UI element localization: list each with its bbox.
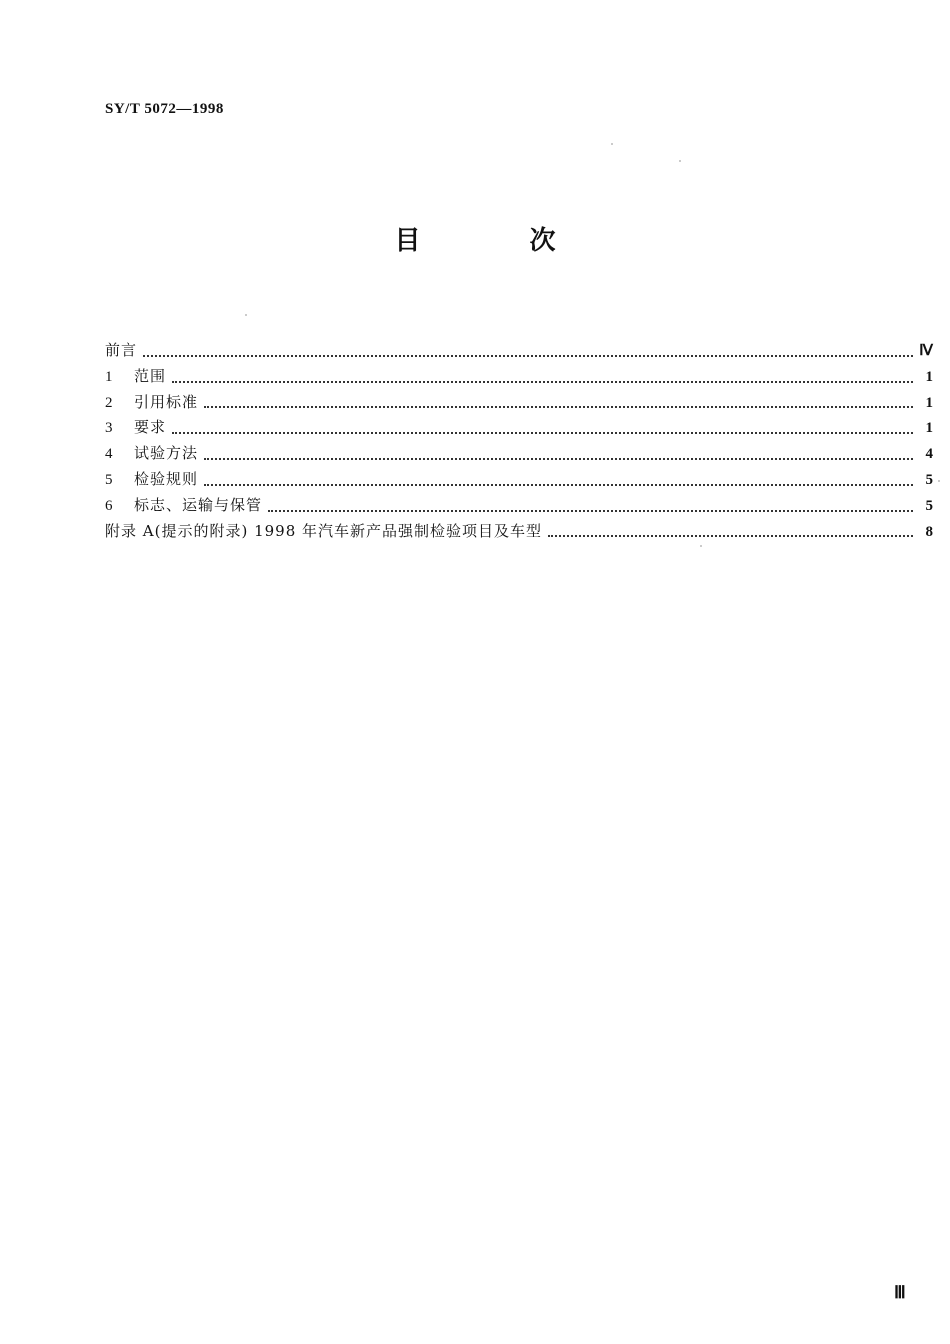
toc-entry-5[interactable] <box>105 467 933 493</box>
toc-entry-page: 1 <box>925 368 933 385</box>
toc-entry-page: 5 <box>925 471 933 488</box>
toc-entry-page: 5 <box>925 497 933 514</box>
leader-dots <box>548 529 913 537</box>
toc-entry-number: 3 <box>105 420 113 437</box>
toc-entry-number: 6 <box>105 497 113 514</box>
toc-entry-label: 检验规则 <box>134 469 199 488</box>
toc-entry-1[interactable] <box>105 364 933 390</box>
toc-entry-2[interactable] <box>105 390 933 416</box>
toc-entry-number: 4 <box>105 446 113 463</box>
leader-dots <box>143 349 913 357</box>
toc-entry-foreword[interactable] <box>105 338 933 364</box>
leader-dots <box>204 478 913 486</box>
toc-entry-page: 4 <box>925 446 933 463</box>
page-number: Ⅲ <box>894 1283 906 1302</box>
scan-speck <box>700 545 702 547</box>
toc-entry-page: Ⅳ <box>919 343 933 359</box>
toc-entry-label: 要求 <box>134 418 167 437</box>
toc-entry-label: 标志、运输与保管 <box>134 495 263 514</box>
toc-entry-number: 1 <box>105 368 113 385</box>
toc-entry-label: 引用标准 <box>134 392 199 411</box>
toc-entry-3[interactable] <box>105 415 933 441</box>
scan-speck <box>611 143 613 145</box>
table-of-contents <box>105 338 933 544</box>
toc-entry-6[interactable] <box>105 493 933 519</box>
leader-dots <box>204 400 913 408</box>
toc-entry-number: 5 <box>105 471 113 488</box>
toc-entry-label: 试验方法 <box>134 444 199 463</box>
leader-dots <box>172 426 913 434</box>
standard-code: SY/T 5072—1998 <box>105 101 224 117</box>
toc-entry-label: 前言 <box>105 341 138 359</box>
toc-entry-number: 2 <box>105 394 113 411</box>
toc-entry-page: 1 <box>925 420 933 437</box>
toc-entry-label: 范围 <box>134 366 167 385</box>
scan-speck <box>938 480 940 482</box>
scan-speck <box>245 314 247 316</box>
toc-entry-label: 附录 A(提示的附录) 1998 年汽车新产品强制检验项目及车型 <box>105 521 543 540</box>
leader-dots <box>204 452 913 460</box>
toc-entry-page: 1 <box>925 394 933 411</box>
toc-entry-4[interactable] <box>105 441 933 467</box>
scan-speck <box>679 160 681 162</box>
page-title: 目 次 <box>394 226 606 256</box>
leader-dots <box>172 375 913 383</box>
toc-entry-page: 8 <box>925 523 933 540</box>
toc-entry-appendix-a[interactable] <box>105 519 933 545</box>
leader-dots <box>268 504 913 512</box>
